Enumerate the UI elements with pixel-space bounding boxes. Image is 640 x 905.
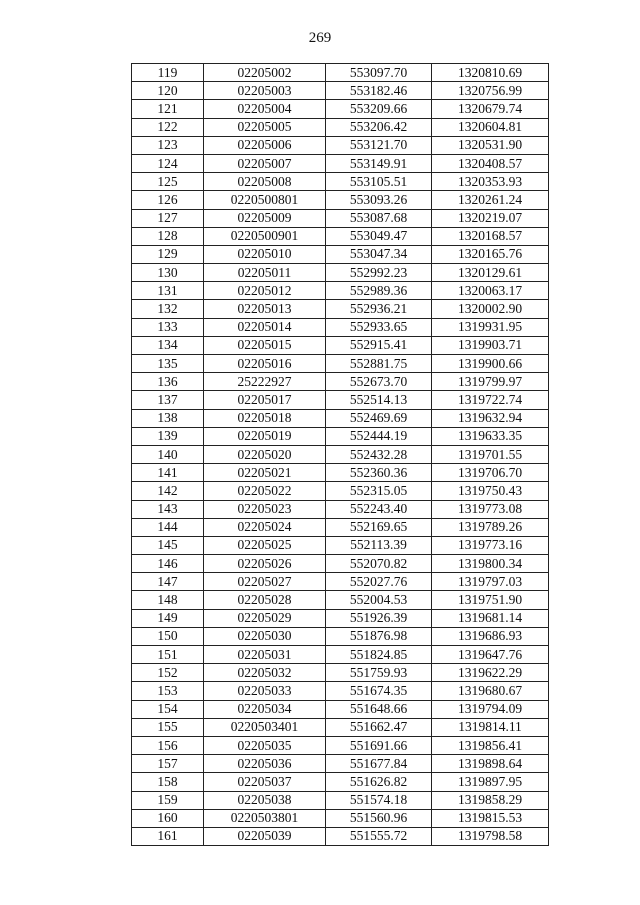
table-row bbox=[132, 627, 549, 645]
y-coordinate-cell: 1319632.94 bbox=[432, 409, 549, 427]
table-row bbox=[132, 355, 549, 373]
x-coordinate-cell: 551691.66 bbox=[326, 736, 432, 754]
table-row bbox=[132, 118, 549, 136]
row-number-cell: 152 bbox=[132, 664, 204, 682]
table-row bbox=[132, 682, 549, 700]
point-id-cell: 02205035 bbox=[204, 736, 326, 754]
x-coordinate-cell: 551574.18 bbox=[326, 791, 432, 809]
x-coordinate-cell: 553206.42 bbox=[326, 118, 432, 136]
table-row bbox=[132, 518, 549, 536]
table-row bbox=[132, 445, 549, 463]
point-id-cell: 02205014 bbox=[204, 318, 326, 336]
row-number-cell: 144 bbox=[132, 518, 204, 536]
point-id-cell: 02205003 bbox=[204, 82, 326, 100]
x-coordinate-cell: 552169.65 bbox=[326, 518, 432, 536]
coordinates-table-body bbox=[132, 64, 549, 846]
y-coordinate-cell: 1319814.11 bbox=[432, 718, 549, 736]
x-coordinate-cell: 551555.72 bbox=[326, 827, 432, 845]
point-id-cell: 02205023 bbox=[204, 500, 326, 518]
row-number-cell: 155 bbox=[132, 718, 204, 736]
point-id-cell: 02205015 bbox=[204, 336, 326, 354]
row-number-cell: 146 bbox=[132, 555, 204, 573]
point-id-cell: 02205031 bbox=[204, 646, 326, 664]
x-coordinate-cell: 552027.76 bbox=[326, 573, 432, 591]
row-number-cell: 120 bbox=[132, 82, 204, 100]
row-number-cell: 150 bbox=[132, 627, 204, 645]
table-row bbox=[132, 718, 549, 736]
row-number-cell: 160 bbox=[132, 809, 204, 827]
row-number-cell: 159 bbox=[132, 791, 204, 809]
y-coordinate-cell: 1319680.67 bbox=[432, 682, 549, 700]
row-number-cell: 130 bbox=[132, 264, 204, 282]
y-coordinate-cell: 1319897.95 bbox=[432, 773, 549, 791]
x-coordinate-cell: 553209.66 bbox=[326, 100, 432, 118]
table-row bbox=[132, 391, 549, 409]
y-coordinate-cell: 1320129.61 bbox=[432, 264, 549, 282]
x-coordinate-cell: 551674.35 bbox=[326, 682, 432, 700]
row-number-cell: 131 bbox=[132, 282, 204, 300]
table-row bbox=[132, 591, 549, 609]
row-number-cell: 142 bbox=[132, 482, 204, 500]
table-row bbox=[132, 173, 549, 191]
y-coordinate-cell: 1319858.29 bbox=[432, 791, 549, 809]
table-row bbox=[132, 536, 549, 554]
y-coordinate-cell: 1320531.90 bbox=[432, 136, 549, 154]
x-coordinate-cell: 552673.70 bbox=[326, 373, 432, 391]
point-id-cell: 02205022 bbox=[204, 482, 326, 500]
row-number-cell: 139 bbox=[132, 427, 204, 445]
point-id-cell: 02205032 bbox=[204, 664, 326, 682]
row-number-cell: 156 bbox=[132, 736, 204, 754]
table-row bbox=[132, 555, 549, 573]
row-number-cell: 148 bbox=[132, 591, 204, 609]
y-coordinate-cell: 1319633.35 bbox=[432, 427, 549, 445]
y-coordinate-cell: 1319794.09 bbox=[432, 700, 549, 718]
table-row bbox=[132, 609, 549, 627]
x-coordinate-cell: 552315.05 bbox=[326, 482, 432, 500]
row-number-cell: 121 bbox=[132, 100, 204, 118]
point-id-cell: 0220500801 bbox=[204, 191, 326, 209]
row-number-cell: 133 bbox=[132, 318, 204, 336]
y-coordinate-cell: 1319931.95 bbox=[432, 318, 549, 336]
x-coordinate-cell: 553121.70 bbox=[326, 136, 432, 154]
x-coordinate-cell: 552070.82 bbox=[326, 555, 432, 573]
table-row bbox=[132, 300, 549, 318]
point-id-cell: 02205028 bbox=[204, 591, 326, 609]
table-row bbox=[132, 500, 549, 518]
x-coordinate-cell: 551876.98 bbox=[326, 627, 432, 645]
point-id-cell: 02205039 bbox=[204, 827, 326, 845]
x-coordinate-cell: 552936.21 bbox=[326, 300, 432, 318]
point-id-cell: 02205008 bbox=[204, 173, 326, 191]
x-coordinate-cell: 552514.13 bbox=[326, 391, 432, 409]
row-number-cell: 135 bbox=[132, 355, 204, 373]
row-number-cell: 143 bbox=[132, 500, 204, 518]
y-coordinate-cell: 1319773.08 bbox=[432, 500, 549, 518]
table-row bbox=[132, 282, 549, 300]
x-coordinate-cell: 553097.70 bbox=[326, 64, 432, 82]
x-coordinate-cell: 553182.46 bbox=[326, 82, 432, 100]
row-number-cell: 138 bbox=[132, 409, 204, 427]
point-id-cell: 02205030 bbox=[204, 627, 326, 645]
table-row bbox=[132, 409, 549, 427]
row-number-cell: 119 bbox=[132, 64, 204, 82]
point-id-cell: 02205009 bbox=[204, 209, 326, 227]
y-coordinate-cell: 1320810.69 bbox=[432, 64, 549, 82]
y-coordinate-cell: 1319706.70 bbox=[432, 464, 549, 482]
table-row bbox=[132, 791, 549, 809]
x-coordinate-cell: 552933.65 bbox=[326, 318, 432, 336]
x-coordinate-cell: 553047.34 bbox=[326, 245, 432, 263]
row-number-cell: 145 bbox=[132, 536, 204, 554]
point-id-cell: 02205007 bbox=[204, 154, 326, 172]
table-row bbox=[132, 646, 549, 664]
point-id-cell: 02205026 bbox=[204, 555, 326, 573]
point-id-cell: 02205013 bbox=[204, 300, 326, 318]
row-number-cell: 123 bbox=[132, 136, 204, 154]
table-row bbox=[132, 264, 549, 282]
row-number-cell: 125 bbox=[132, 173, 204, 191]
y-coordinate-cell: 1319751.90 bbox=[432, 591, 549, 609]
table-row bbox=[132, 191, 549, 209]
x-coordinate-cell: 552989.36 bbox=[326, 282, 432, 300]
row-number-cell: 126 bbox=[132, 191, 204, 209]
table-row bbox=[132, 664, 549, 682]
row-number-cell: 141 bbox=[132, 464, 204, 482]
row-number-cell: 153 bbox=[132, 682, 204, 700]
point-id-cell: 02205004 bbox=[204, 100, 326, 118]
x-coordinate-cell: 551824.85 bbox=[326, 646, 432, 664]
x-coordinate-cell: 553093.26 bbox=[326, 191, 432, 209]
table-row bbox=[132, 227, 549, 245]
x-coordinate-cell: 552360.36 bbox=[326, 464, 432, 482]
point-id-cell: 02205020 bbox=[204, 445, 326, 463]
point-id-cell: 02205029 bbox=[204, 609, 326, 627]
x-coordinate-cell: 552444.19 bbox=[326, 427, 432, 445]
y-coordinate-cell: 1320168.57 bbox=[432, 227, 549, 245]
point-id-cell: 02205011 bbox=[204, 264, 326, 282]
row-number-cell: 140 bbox=[132, 445, 204, 463]
point-id-cell: 25222927 bbox=[204, 373, 326, 391]
point-id-cell: 0220503801 bbox=[204, 809, 326, 827]
y-coordinate-cell: 1319773.16 bbox=[432, 536, 549, 554]
point-id-cell: 02205021 bbox=[204, 464, 326, 482]
y-coordinate-cell: 1320219.07 bbox=[432, 209, 549, 227]
point-id-cell: 02205025 bbox=[204, 536, 326, 554]
y-coordinate-cell: 1319903.71 bbox=[432, 336, 549, 354]
y-coordinate-cell: 1320261.24 bbox=[432, 191, 549, 209]
table-row bbox=[132, 136, 549, 154]
x-coordinate-cell: 552992.23 bbox=[326, 264, 432, 282]
point-id-cell: 02205038 bbox=[204, 791, 326, 809]
y-coordinate-cell: 1319701.55 bbox=[432, 445, 549, 463]
row-number-cell: 127 bbox=[132, 209, 204, 227]
point-id-cell: 02205002 bbox=[204, 64, 326, 82]
point-id-cell: 02205012 bbox=[204, 282, 326, 300]
x-coordinate-cell: 552469.69 bbox=[326, 409, 432, 427]
y-coordinate-cell: 1320002.90 bbox=[432, 300, 549, 318]
row-number-cell: 132 bbox=[132, 300, 204, 318]
point-id-cell: 02205005 bbox=[204, 118, 326, 136]
table-row bbox=[132, 245, 549, 263]
y-coordinate-cell: 1319797.03 bbox=[432, 573, 549, 591]
table-row bbox=[132, 736, 549, 754]
point-id-cell: 02205034 bbox=[204, 700, 326, 718]
table-row bbox=[132, 827, 549, 845]
x-coordinate-cell: 552915.41 bbox=[326, 336, 432, 354]
table-row bbox=[132, 427, 549, 445]
coordinates-table bbox=[131, 63, 549, 846]
y-coordinate-cell: 1320353.93 bbox=[432, 173, 549, 191]
x-coordinate-cell: 553105.51 bbox=[326, 173, 432, 191]
row-number-cell: 137 bbox=[132, 391, 204, 409]
x-coordinate-cell: 553049.47 bbox=[326, 227, 432, 245]
row-number-cell: 149 bbox=[132, 609, 204, 627]
x-coordinate-cell: 551560.96 bbox=[326, 809, 432, 827]
y-coordinate-cell: 1320408.57 bbox=[432, 154, 549, 172]
x-coordinate-cell: 551926.39 bbox=[326, 609, 432, 627]
y-coordinate-cell: 1320165.76 bbox=[432, 245, 549, 263]
x-coordinate-cell: 552113.39 bbox=[326, 536, 432, 554]
y-coordinate-cell: 1319686.93 bbox=[432, 627, 549, 645]
row-number-cell: 122 bbox=[132, 118, 204, 136]
row-number-cell: 147 bbox=[132, 573, 204, 591]
point-id-cell: 02205019 bbox=[204, 427, 326, 445]
table-row bbox=[132, 64, 549, 82]
point-id-cell: 02205016 bbox=[204, 355, 326, 373]
x-coordinate-cell: 552004.53 bbox=[326, 591, 432, 609]
x-coordinate-cell: 551626.82 bbox=[326, 773, 432, 791]
y-coordinate-cell: 1320604.81 bbox=[432, 118, 549, 136]
point-id-cell: 02205017 bbox=[204, 391, 326, 409]
y-coordinate-cell: 1319856.41 bbox=[432, 736, 549, 754]
table-row bbox=[132, 373, 549, 391]
y-coordinate-cell: 1319681.14 bbox=[432, 609, 549, 627]
row-number-cell: 134 bbox=[132, 336, 204, 354]
row-number-cell: 129 bbox=[132, 245, 204, 263]
table-row bbox=[132, 809, 549, 827]
table-row bbox=[132, 209, 549, 227]
y-coordinate-cell: 1319798.58 bbox=[432, 827, 549, 845]
table-row bbox=[132, 482, 549, 500]
y-coordinate-cell: 1320679.74 bbox=[432, 100, 549, 118]
y-coordinate-cell: 1319800.34 bbox=[432, 555, 549, 573]
table-row bbox=[132, 573, 549, 591]
y-coordinate-cell: 1319722.74 bbox=[432, 391, 549, 409]
point-id-cell: 02205006 bbox=[204, 136, 326, 154]
y-coordinate-cell: 1319815.53 bbox=[432, 809, 549, 827]
row-number-cell: 161 bbox=[132, 827, 204, 845]
x-coordinate-cell: 551759.93 bbox=[326, 664, 432, 682]
table-row bbox=[132, 154, 549, 172]
row-number-cell: 151 bbox=[132, 646, 204, 664]
point-id-cell: 02205010 bbox=[204, 245, 326, 263]
page-number: 269 bbox=[308, 30, 332, 46]
point-id-cell: 02205018 bbox=[204, 409, 326, 427]
table-row bbox=[132, 100, 549, 118]
row-number-cell: 124 bbox=[132, 154, 204, 172]
x-coordinate-cell: 551662.47 bbox=[326, 718, 432, 736]
table-row bbox=[132, 336, 549, 354]
row-number-cell: 158 bbox=[132, 773, 204, 791]
y-coordinate-cell: 1319799.97 bbox=[432, 373, 549, 391]
y-coordinate-cell: 1319647.76 bbox=[432, 646, 549, 664]
point-id-cell: 02205036 bbox=[204, 755, 326, 773]
x-coordinate-cell: 552243.40 bbox=[326, 500, 432, 518]
point-id-cell: 02205033 bbox=[204, 682, 326, 700]
row-number-cell: 128 bbox=[132, 227, 204, 245]
x-coordinate-cell: 553149.91 bbox=[326, 154, 432, 172]
y-coordinate-cell: 1319789.26 bbox=[432, 518, 549, 536]
point-id-cell: 02205037 bbox=[204, 773, 326, 791]
point-id-cell: 02205024 bbox=[204, 518, 326, 536]
x-coordinate-cell: 551677.84 bbox=[326, 755, 432, 773]
y-coordinate-cell: 1320756.99 bbox=[432, 82, 549, 100]
x-coordinate-cell: 552881.75 bbox=[326, 355, 432, 373]
row-number-cell: 157 bbox=[132, 755, 204, 773]
row-number-cell: 136 bbox=[132, 373, 204, 391]
y-coordinate-cell: 1320063.17 bbox=[432, 282, 549, 300]
y-coordinate-cell: 1319900.66 bbox=[432, 355, 549, 373]
x-coordinate-cell: 552432.28 bbox=[326, 445, 432, 463]
x-coordinate-cell: 551648.66 bbox=[326, 700, 432, 718]
table-row bbox=[132, 700, 549, 718]
x-coordinate-cell: 553087.68 bbox=[326, 209, 432, 227]
y-coordinate-cell: 1319750.43 bbox=[432, 482, 549, 500]
y-coordinate-cell: 1319622.29 bbox=[432, 664, 549, 682]
point-id-cell: 0220503401 bbox=[204, 718, 326, 736]
point-id-cell: 02205027 bbox=[204, 573, 326, 591]
table-row bbox=[132, 464, 549, 482]
table-row bbox=[132, 755, 549, 773]
table-row bbox=[132, 82, 549, 100]
table-row bbox=[132, 318, 549, 336]
row-number-cell: 154 bbox=[132, 700, 204, 718]
y-coordinate-cell: 1319898.64 bbox=[432, 755, 549, 773]
point-id-cell: 0220500901 bbox=[204, 227, 326, 245]
table-row bbox=[132, 773, 549, 791]
